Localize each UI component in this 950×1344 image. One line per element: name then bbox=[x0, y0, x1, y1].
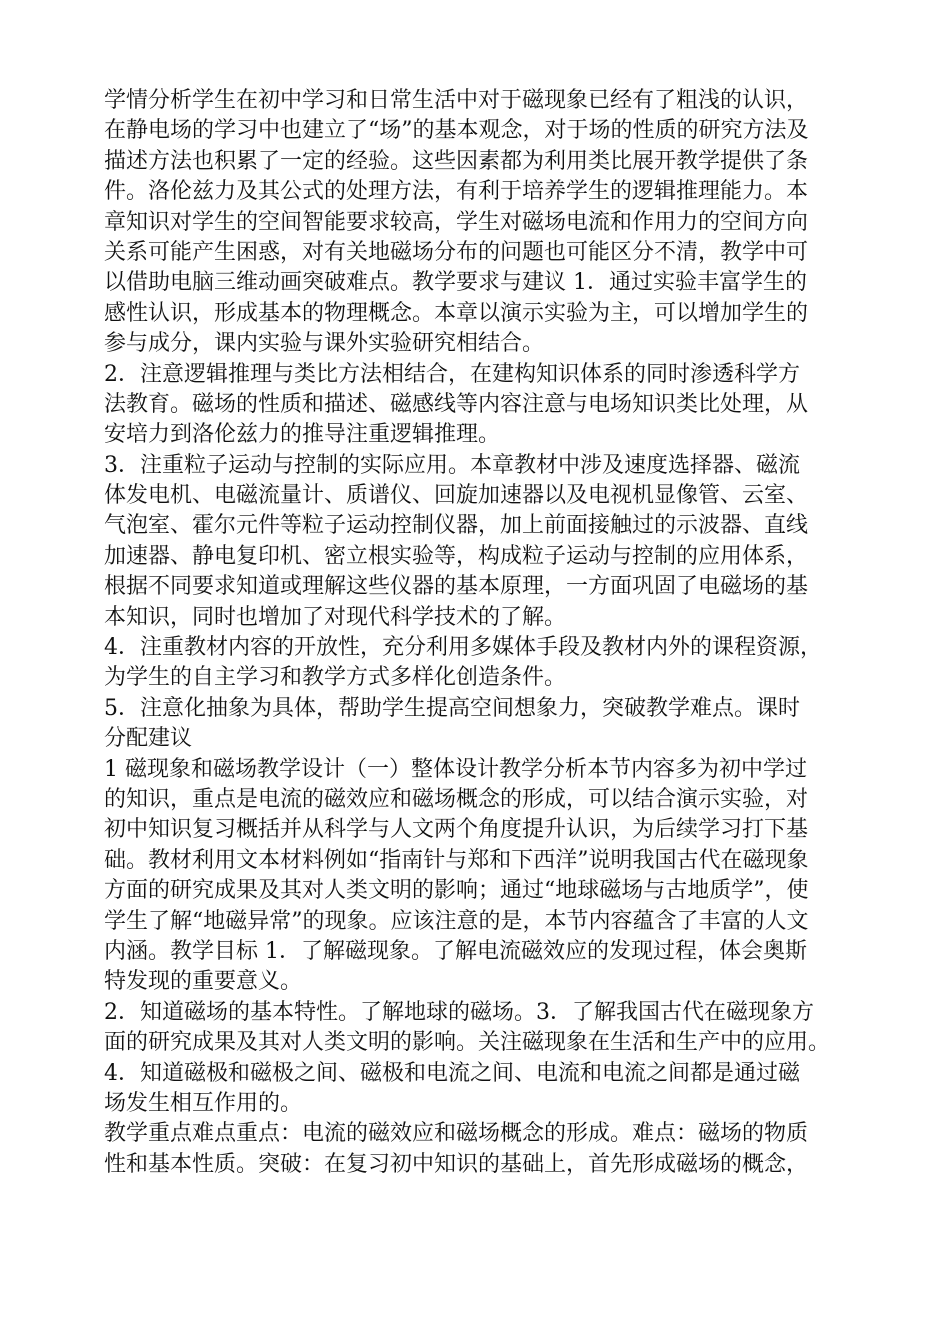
text-line: 面的研究成果及其对人类文明的影响。关注磁现象在生活和生产中的应用。 bbox=[104, 1030, 831, 1056]
text-line: 场发生相互作用的。 bbox=[104, 1090, 303, 1116]
text-line: 章知识对学生的空间智能要求较高，学生对磁场电流和作用力的空间方向 bbox=[104, 209, 809, 235]
text-line: 本知识，同时也增加了对现代科学技术的了解。 bbox=[104, 604, 567, 630]
text-line: 描述方法也积累了一定的经验。这些因素都为利用类比展开教学提供了条 bbox=[104, 148, 809, 174]
text-line: 性和基本性质。突破：在复习初中知识的基础上，首先形成磁场的概念， bbox=[104, 1151, 809, 1177]
text-line: 为学生的自主学习和教学方式多样化创造条件。 bbox=[104, 665, 567, 691]
text-line: 体发电机、电磁流量计、质谱仪、回旋加速器以及电视机显像管、云室、 bbox=[104, 483, 809, 509]
text-line: 2．注意逻辑推理与类比方法相结合，在建构知识体系的同时渗透科学方 bbox=[104, 361, 800, 387]
text-line: 加速器、静电复印机、密立根实验等，构成粒子运动与控制的应用体系， bbox=[104, 543, 809, 569]
text-line: 方面的研究成果及其对人类文明的影响；通过“地球磁场与古地质学”，使 bbox=[104, 878, 809, 904]
text-line: 关系可能产生困惑，对有关地磁场分布的问题也可能区分不清，教学中可 bbox=[104, 239, 809, 265]
text-line: 以借助电脑三维动画突破难点。教学要求与建议 1．通过实验丰富学生的 bbox=[104, 270, 807, 296]
text-line: 分配建议 bbox=[104, 726, 193, 752]
text-line: 初中知识复习概括并从科学与人文两个角度提升认识，为后续学习打下基 bbox=[104, 817, 809, 843]
text-line: 在静电场的学习中也建立了“场”的基本观念，对于场的性质的研究方法及 bbox=[104, 118, 809, 144]
text-line: 础。教材利用文本材料例如“指南针与郑和下西洋”说明我国古代在磁现象 bbox=[104, 847, 809, 873]
text-line: 1 磁现象和磁场教学设计（一）整体设计教学分析本节内容多为初中学过 bbox=[104, 756, 807, 782]
document-body bbox=[104, 86, 864, 1180]
text-line: 学生了解“地磁异常”的现象。应该注意的是，本节内容蕴含了丰富的人文 bbox=[104, 908, 809, 934]
text-line: 的知识，重点是电流的磁效应和磁场概念的形成，可以结合演示实验，对 bbox=[104, 786, 809, 812]
text-line: 4．注重教材内容的开放性，充分利用多媒体手段及教材内外的课程资源， bbox=[104, 635, 822, 661]
text-line: 安培力到洛伦兹力的推导注重逻辑推理。 bbox=[104, 422, 501, 448]
text-line: 参与成分，课内实验与课外实验研究相结合。 bbox=[104, 331, 545, 357]
text-line: 件。洛伦兹力及其公式的处理方法，有利于培养学生的逻辑推理能力。本 bbox=[104, 179, 809, 205]
text-line: 4．知道磁极和磁极之间、磁极和电流之间、电流和电流之间都是通过磁 bbox=[104, 1060, 800, 1086]
text-line: 教学重点难点重点：电流的磁效应和磁场概念的形成。难点：磁场的物质 bbox=[104, 1121, 809, 1147]
text-line: 法教育。磁场的性质和描述、磁感线等内容注意与电场知识类比处理，从 bbox=[104, 391, 809, 417]
text-line: 2．知道磁场的基本特性。了解地球的磁场。3．了解我国古代在磁现象方 bbox=[104, 999, 814, 1025]
text-line: 学情分析学生在初中学习和日常生活中对于磁现象已经有了粗浅的认识， bbox=[104, 88, 809, 113]
text-line: 5．注意化抽象为具体，帮助学生提高空间想象力，突破教学难点。课时 bbox=[104, 695, 800, 721]
text-line: 3．注重粒子运动与控制的实际应用。本章教材中涉及速度选择器、磁流 bbox=[104, 452, 800, 478]
text-line: 根据不同要求知道或理解这些仪器的基本原理，一方面巩固了电磁场的基 bbox=[104, 574, 809, 600]
text-line: 特发现的重要意义。 bbox=[104, 969, 303, 995]
text-line: 气泡室、霍尔元件等粒子运动控制仪器，加上前面接触过的示波器、直线 bbox=[104, 513, 809, 539]
text-line: 感性认识，形成基本的物理概念。本章以演示实验为主，可以增加学生的 bbox=[104, 300, 809, 326]
text-line: 内涵。教学目标 1．了解磁现象。了解电流磁效应的发现过程，体会奥斯 bbox=[104, 938, 807, 964]
